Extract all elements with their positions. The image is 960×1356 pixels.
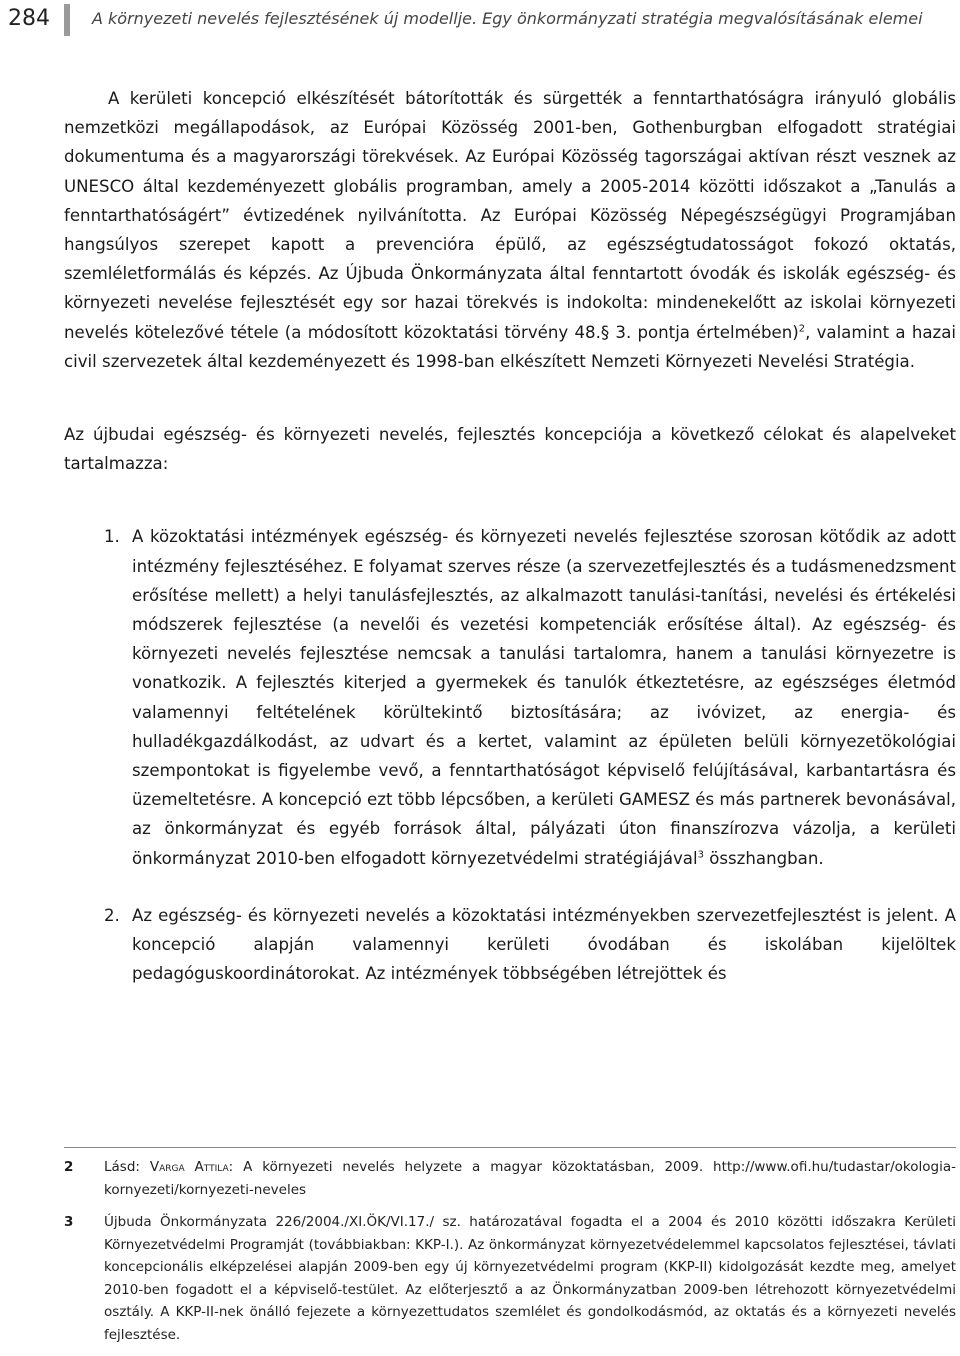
list-item-body: A közoktatási intézmények egészség- és környezeti nevelés fejlesztése szorosan kötődik az adott intézmény fejlesztéséhez. E folyamat szerves része (a szervezetfejlesztés és a tudásmenedzsment erősítése mellett) a helyi tanulásfejlesztés, az alkalmazott tanulási-tanítási, nevelési és értékelési módszerek fejlesztése (a nevelői és vezetési kompetenciák erősítése által). Az egészség- és környezeti nevelés fejlesztése nemcsak a tanulási tartalomra, hanem a tanulási környezetre is vonatkozik. A fejlesztés kiterjed a gyermekek és tanulók étkeztetésre, az egészséges életmód valamennyi feltételének körültekintő biztosítására; az ivóvizet, az energia- és hulladékgazdálkodást, az udvart és a kertet, valamint az épületen belüli környezetökológiai szempontokat is figyelembe vevő, a fenntarthatóságot képviselő felújításával, karbantartásra és üzemeltetésre. A koncepció ezt több lépcsőben, a kerületi GAMESZ és más partnerek bevonásával, az önkormányzat és egyéb források által, pályázati úton finanszírozva vázolja, a kerületi önkormányzat 2010-ben elfogadott környezetvédelmi stratégiájával [132,527,957,868]
footnote-item [64,1156,956,1201]
numbered-list [64,522,956,988]
running-header [0,0,960,44]
footnote-author: Varga Attila [149,1159,229,1175]
footnote-ref-3: 3 [697,849,704,861]
footnote-item [64,1211,956,1346]
list-item-number: 1. [104,527,120,547]
footnote-body: : A környezeti nevelés helyzete a magyar közoktatásban, 2009. http://www.ofi.hu/tudastar/okologia-kornyezeti/kornyezeti-neveles [104,1159,956,1198]
body-paragraph [64,84,956,376]
footnote-number: 2 [64,1159,74,1175]
header-divider-bar [64,4,70,36]
page-number: 284 [8,6,50,31]
list-item-text [132,901,956,989]
body-paragraph-text: A kerületi koncepció elkészítését bátorították és sürgették a fenntarthatóságra irányuló globális nemzetközi megállapodások, az Európai Közösség 2001-ben, Gothenburgban elfogadott stratégiai dokumentuma és a magyarországi törekvések. Az Európai Közösség tagországai aktívan részt vesznek az UNESCO által kezdeményezett globális programban, amely a 2005-2014 közötti időszakot a „Tanulás a fenntarthatóságért” évtizedének nyilvánította. Az Európai Közösség Népegészségügyi Programjában hangsúlyos szerepet kapott a prevencióra épülő, az egészségtudatosságot fokozó oktatás, szemléletformálás és képzés. Az Újbuda Önkormányzata által fenntartott óvodák és iskolák egészség- és környezeti nevelése fejlesztését egy sor hazai törekvés is indokolta: mindenekelőtt az iskolai környezeti nevelés kötelezővé tétele (a módosított közoktatási törvény 48.§ 3. pontja értelmében) [64,89,956,342]
running-title: A környezeti nevelés fejlesztésének új modellje. Egy önkormányzati stratégia megvalósításának elemei [92,9,923,28]
list-item-number: 2. [104,905,120,925]
list-item-text [132,522,956,872]
footnote-body: Újbuda Önkormányzata 226/2004./XI.ÖK/VI.17./ sz. határozatával fogadta el a 2004 és 2010 közötti időszakra Kerületi Környezetvédelmi Programját (továbbiakban: KKP-I.). Az önkormányzat környezetvédelemmel kapcsolatos fejlesztései, távlati koncepcionális elképzelései alapján 2009-ben egy új környezetvédelmi program (KKP-II) kidolgozását kezdte meg, amelyet 2010-ben fogadott el a képviselő-testület. Az előterjesztő a az Önkormányzatban 2009-ben létrehozott környezetvédelmi osztály. A KKP-II-nek önálló fejezete a környezettudatos szemlélet és gondolkodásmód, az oktatás és a környezeti nevelés fejlesztése. [104,1214,956,1343]
lead-paragraph: Az újbudai egészség- és környezeti nevelés, fejlesztés koncepciója a következő célokat és alapelveket tartalmazza: [64,425,956,474]
list-item [64,901,956,989]
footnote-divider [64,1147,956,1148]
footnote-prefix: Lásd: [104,1159,150,1175]
list-item-end: összhangban. [703,848,824,868]
main-text [64,84,956,1016]
footnote-ref-2: 2 [798,323,806,335]
list-item-body: Az egészség- és környezeti nevelés a közoktatási intézményekben szervezetfejlesztést is jelent. A koncepció alapján valamennyi kerületi óvodában és iskolában kijelöltek pedagóguskoordinátorokat. Az intézmények többségében létrejöttek és [132,905,956,984]
footnote-number: 3 [64,1214,74,1230]
footnote-text [104,1156,956,1201]
body-paragraph-end: , valamint a hazai civil szervezetek által kezdeményezett és 1998-ban elkészített Nemzeti Környezeti Nevelési Stratégia. [64,322,956,371]
list-item [64,522,956,872]
footnote-text [104,1211,956,1346]
footnotes [64,1156,956,1356]
